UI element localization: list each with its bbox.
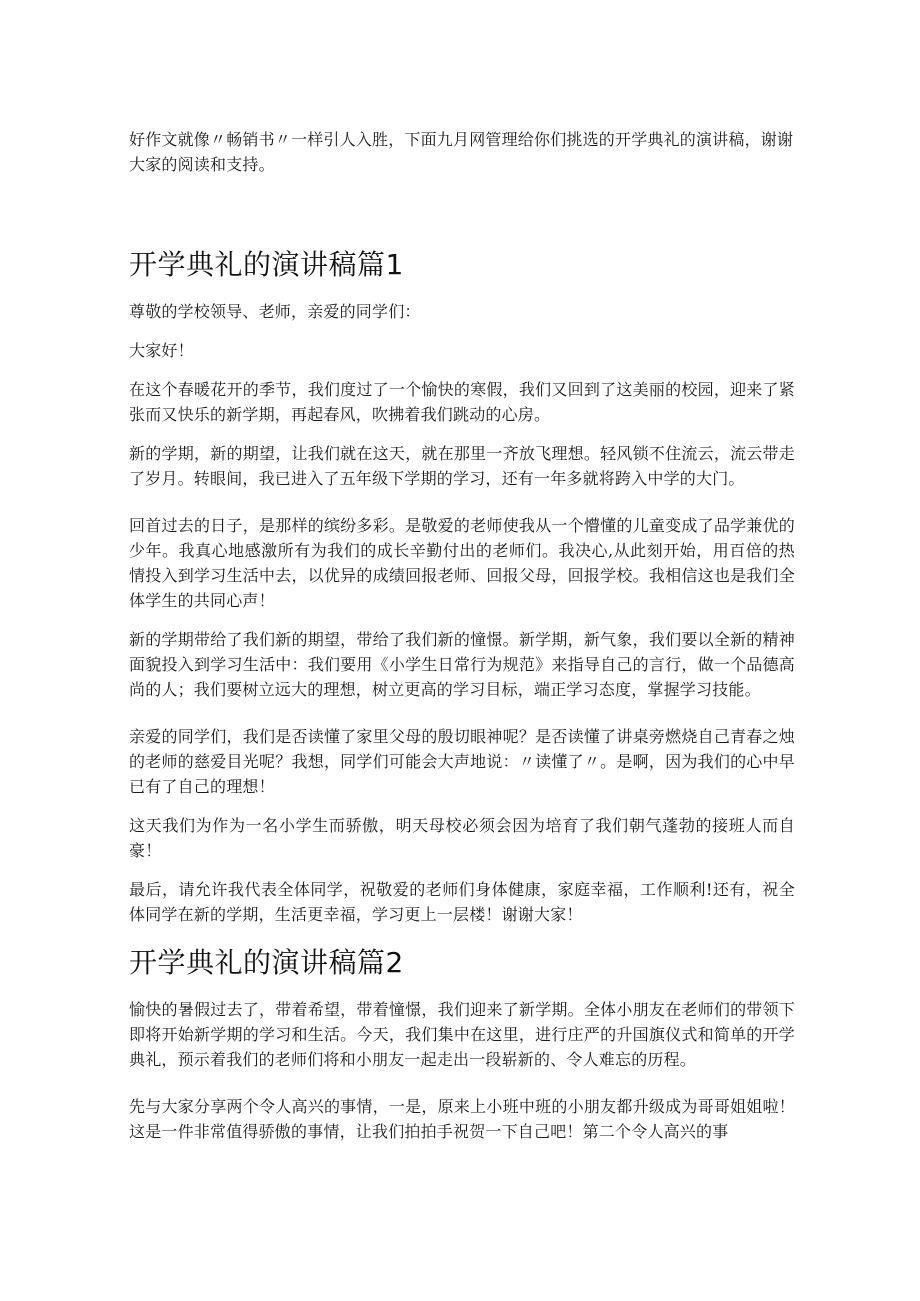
greeting-paragraph: 尊敬的学校领导、老师，亲爱的同学们：	[129, 302, 421, 321]
body-paragraph: 新的学期带给了我们新的期望，带给了我们新的憧憬。新学期，新气象，我们要以全新的精神面貌投入到学习生活中：我们要用《小学生日常行为规范》来指导自己的言行，做一个品德高尚的人；我们要树立远大的理想，树立更高的学习目标，端正学习态度，掌握学习技能。	[129, 630, 795, 699]
intro-paragraph: 好作文就像〃畅销书〃一样引人入胜，下面九月网管理给你们挑选的开学典礼的演讲稿，谢谢大家的阅读和支持。	[129, 130, 794, 174]
body-paragraph: 愉快的暑假过去了，带着希望，带着憧憬，我们迎来了新学期。全体小朋友在老师们的带领下即将开始新学期的学习和生活。今天，我们集中在这里，进行庄严的升国旗仪式和简单的开学典礼，预示着我们的老师们将和小朋友一起走出一段崭新的、令人难忘的历程。	[129, 1000, 795, 1069]
section-heading: 开学典礼的演讲稿篇1	[129, 248, 404, 281]
body-paragraph: 亲爱的同学们，我们是否读懂了家里父母的殷切眼神呢？是否读懂了讲桌旁燃烧自己青春之烛的老师的慈爱目光呢？我想，同学们可能会大声地说：〃读懂了〃。是啊，因为我们的心中早已有了自己的理想！	[129, 727, 795, 796]
body-paragraph: 先与大家分享两个令人高兴的事情，一是，原来上小班中班的小朋友都升级成为哥哥姐姐啦！这是一件非常值得骄傲的事情，让我们拍拍手祝贺一下自己吧！第二个令人高兴的事	[129, 1097, 795, 1141]
document-page	[129, 127, 795, 1158]
body-paragraph: 回首过去的日子，是那样的缤纷多彩。是敬爱的老师使我从一个懵懂的儿童变成了品学兼优的少年。我真心地感激所有为我们的成长辛勤付出的老师们。我决心,从此刻开始，用百倍的热情投入到学习生活中去，以优异的成绩回报老师、回报父母，回报学校。我相信这也是我们全体学生的共同心声！	[129, 516, 795, 610]
closing-paragraph: 最后，请允许我代表全体同学，祝敬爱的老师们身体健康，家庭幸福，工作顺利!还有，祝全体同学在新的学期，生活更幸福，学习更上一层楼！谢谢大家！	[129, 880, 795, 924]
body-paragraph: 新的学期，新的期望，让我们就在这天，就在那里一齐放飞理想。轻风锁不住流云，流云带走了岁月。转眼间，我已进入了五年级下学期的学习，还有一年多就将跨入中学的大门。	[129, 444, 795, 488]
body-paragraph: 在这个春暖花开的季节，我们度过了一个愉快的寒假，我们又回到了这美丽的校园，迎来了紧张而又快乐的新学期，再起春风，吹拂着我们跳动的心房。	[129, 380, 795, 424]
speech-section-1	[129, 247, 795, 927]
hello-paragraph: 大家好！	[129, 341, 194, 360]
section-heading: 开学典礼的演讲稿篇2	[129, 946, 404, 979]
body-paragraph: 这天我们为作为一名小学生而骄傲，明天母校必须会因为培育了我们朝气蓬勃的接班人而自豪！	[129, 816, 795, 860]
speech-section-2	[129, 945, 795, 1144]
